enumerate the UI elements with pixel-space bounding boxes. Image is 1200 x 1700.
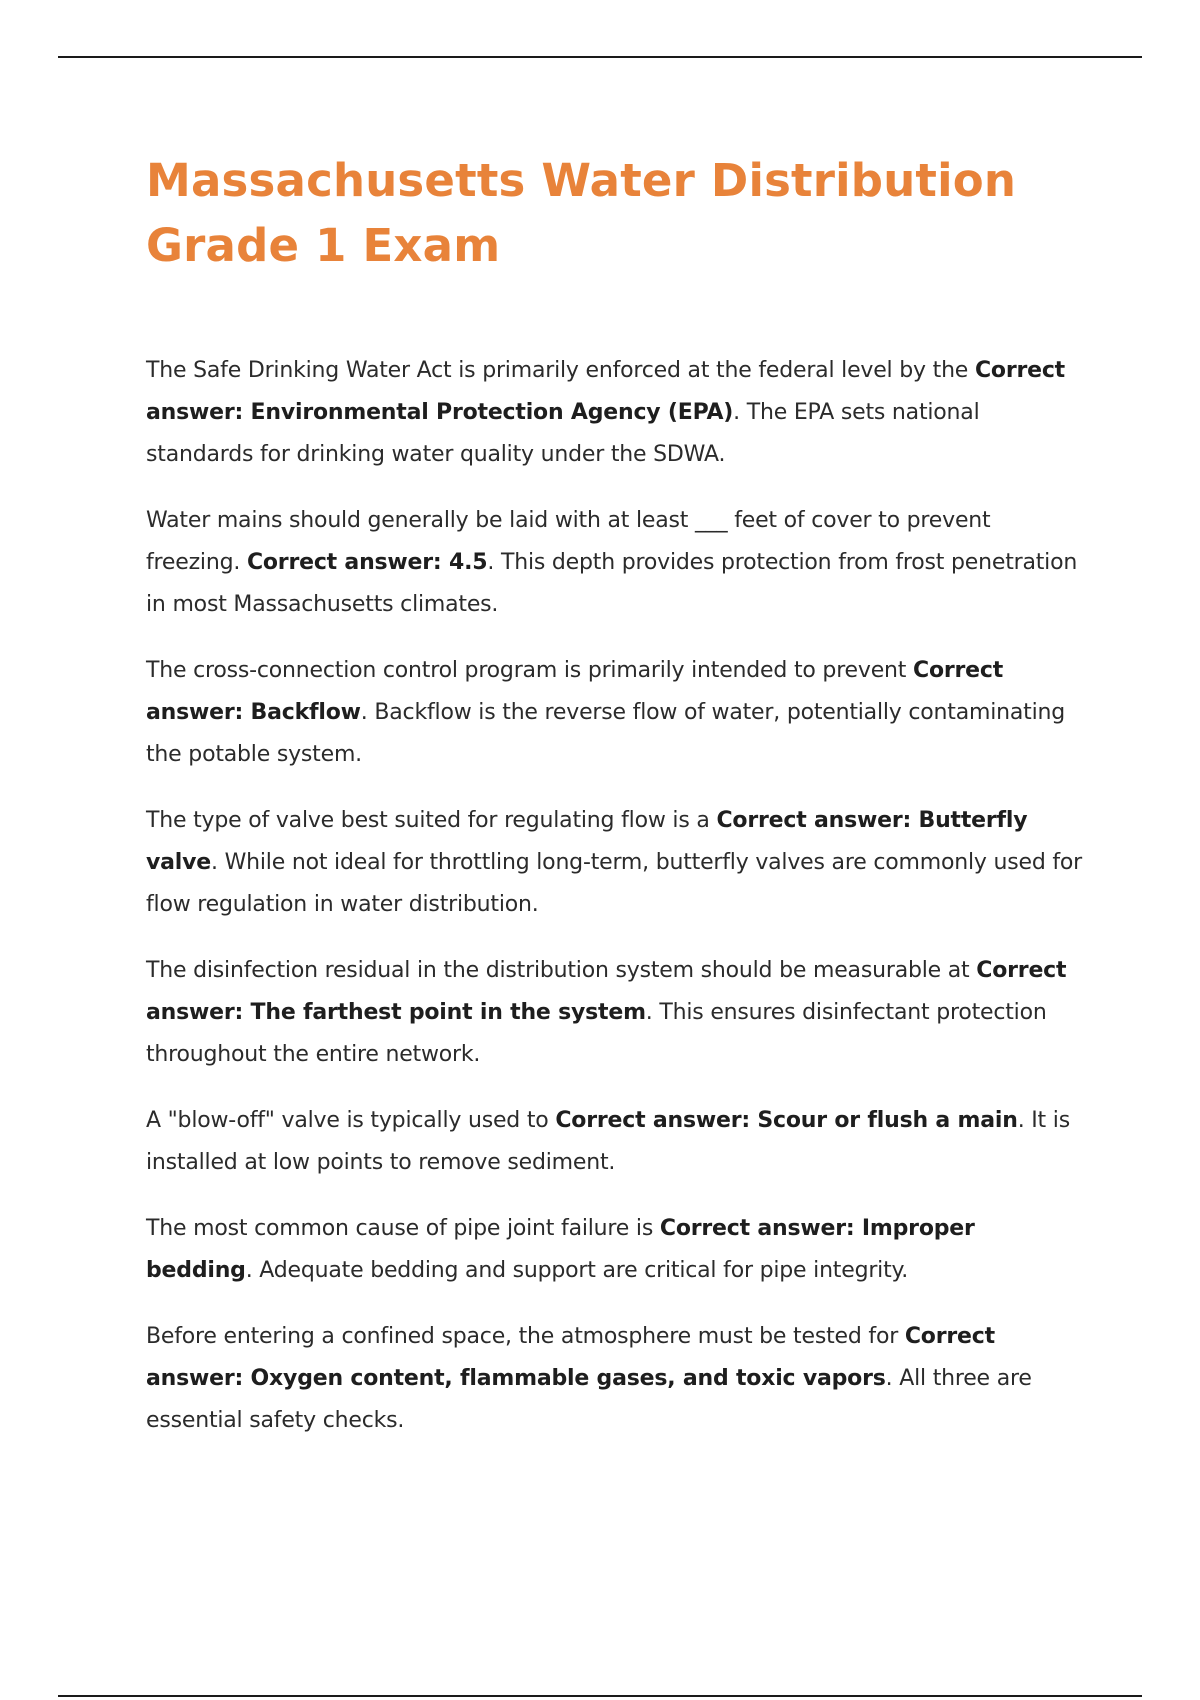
document-body <box>146 148 1086 1466</box>
answer-text: Correct answer: Improper bedding <box>146 1216 975 1283</box>
answer-text: Correct answer: Environmental Protection Agency (EPA) <box>146 358 1065 425</box>
bottom-rule <box>58 1695 1142 1697</box>
question-text: A "blow-off" valve is typically used to <box>146 1108 556 1133</box>
question-text: The disinfection residual in the distribution system should be measurable at <box>146 958 977 983</box>
answer-text: Correct answer: Butterfly valve <box>146 808 1028 875</box>
qa-list <box>146 350 1086 1442</box>
qa-item <box>146 800 1086 926</box>
explanation-text: . All three are essential safety checks. <box>146 1366 1032 1433</box>
explanation-text: . It is installed at low points to remove sediment. <box>146 1108 1070 1175</box>
qa-item <box>146 1208 1086 1292</box>
question-text: The Safe Drinking Water Act is primarily enforced at the federal level by the <box>146 358 975 383</box>
explanation-text: . Adequate bedding and support are critical for pipe integrity. <box>245 1258 908 1283</box>
answer-text: Correct answer: The farthest point in the system <box>146 958 1067 1025</box>
document-title: Massachusetts Water Distribution Grade 1 Exam <box>146 154 1017 272</box>
explanation-text: . Backflow is the reverse flow of water, potentially contaminating the potable system. <box>146 700 1066 767</box>
answer-text: Correct answer: 4.5 <box>246 550 488 575</box>
question-text: Water mains should generally be laid with at least ___ feet of cover to prevent freezing. <box>146 508 991 575</box>
qa-item <box>146 350 1086 476</box>
question-text: The type of valve best suited for regulating flow is a <box>146 808 717 833</box>
explanation-text: . The EPA sets national standards for drinking water quality under the SDWA. <box>146 400 980 467</box>
answer-text: Correct answer: Oxygen content, flammable gases, and toxic vapors <box>146 1324 995 1391</box>
answer-text: Correct answer: Scour or flush a main <box>555 1108 1018 1133</box>
question-text: Before entering a confined space, the atmosphere must be tested for <box>146 1324 905 1349</box>
explanation-text: . While not ideal for throttling long-term, butterfly valves are commonly used for flow regulation in water distribution. <box>146 850 1083 917</box>
question-text: The cross-connection control program is primarily intended to prevent <box>146 658 914 683</box>
question-text: The most common cause of pipe joint failure is <box>146 1216 660 1241</box>
qa-item <box>146 950 1086 1076</box>
qa-item <box>146 1316 1086 1442</box>
top-rule <box>58 56 1142 58</box>
qa-item <box>146 650 1086 776</box>
answer-text: Correct answer: Backflow <box>146 658 1004 725</box>
explanation-text: . This ensures disinfectant protection throughout the entire network. <box>146 1000 1047 1067</box>
explanation-text: . This depth provides protection from frost penetration in most Massachusetts climates. <box>146 550 1078 617</box>
qa-item <box>146 1100 1086 1184</box>
qa-item <box>146 500 1086 626</box>
